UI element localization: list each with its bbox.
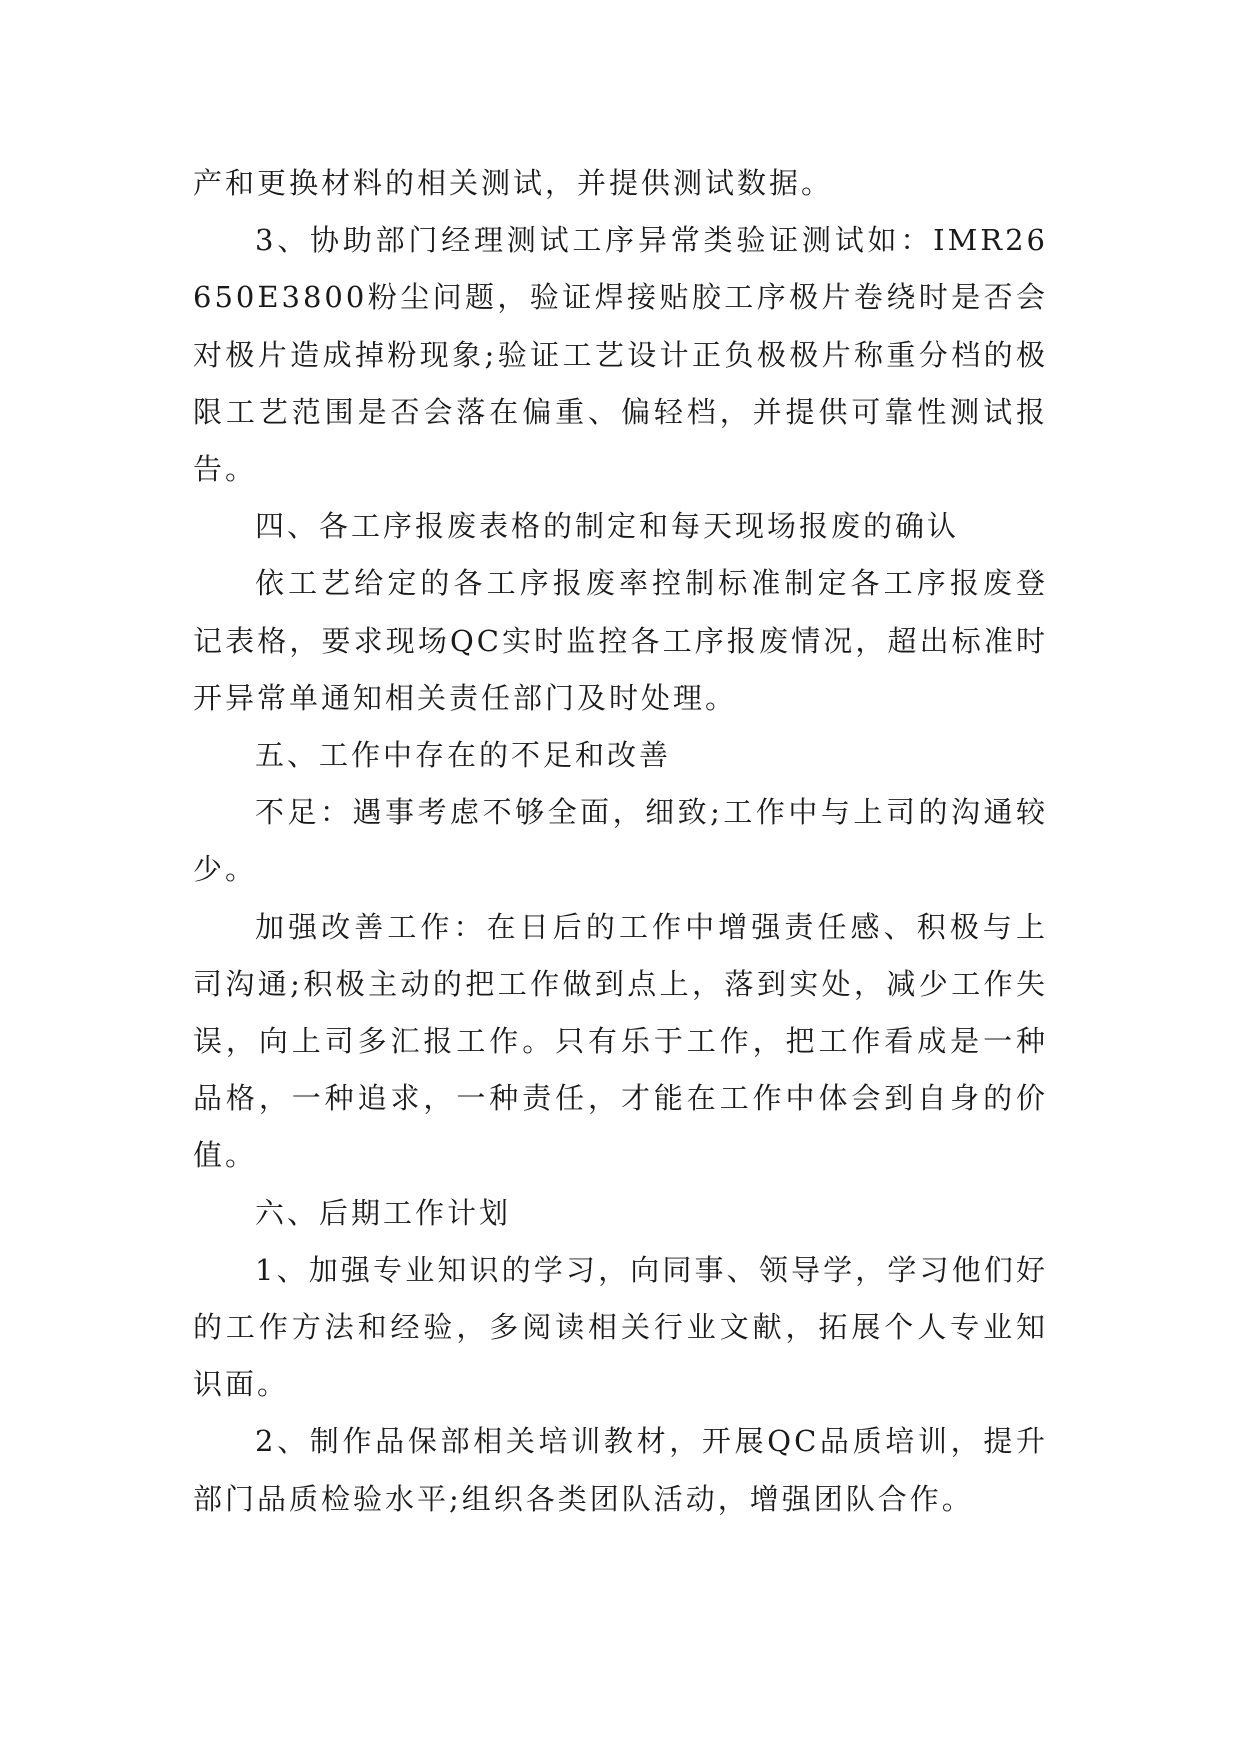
section-heading-6: 六、后期工作计划 xyxy=(255,1195,512,1230)
paragraph-scrap-forms: 依工艺给定的各工序报废率控制标准制定各工序报废登记表格，要求现场QC实时监控各工序报废情况，超出标准时开异常单通知相关责任部门及时处理。 xyxy=(193,566,1048,715)
paragraph-shortcomings: 不足：遇事考虑不够全面，细致;工作中与上司的沟通较少。 xyxy=(193,795,1048,887)
section-heading-5: 五、工作中存在的不足和改善 xyxy=(255,738,672,773)
document-body xyxy=(193,155,1048,1528)
paragraph-item-3: 3、协助部门经理测试工序异常类验证测试如：IMR26650E3800粉尘问题，验证焊接贴胶工序极片卷绕时是否会对极片造成掉粉现象;验证工艺设计正负极极片称重分档的极限工艺范围是否会落在偏重、偏轻档，并提供可靠性测试报告。 xyxy=(193,223,1048,487)
plan-item-2: 2、制作品保部相关培训教材，开展QC品质培训，提升部门品质检验水平;组织各类团队活动，增强团队合作。 xyxy=(193,1424,1048,1516)
paragraph-continuation: 产和更换材料的相关测试，并提供测试数据。 xyxy=(193,166,834,200)
plan-item-1: 1、加强专业知识的学习，向同事、领导学，学习他们好的工作方法和经验，多阅读相关行业文献，拓展个人专业知识面。 xyxy=(193,1252,1048,1402)
section-heading-4: 四、各工序报废表格的制定和每天现场报废的确认 xyxy=(255,509,960,544)
paragraph-improvements: 加强改善工作：在日后的工作中增强责任感、积极与上司沟通;积极主动的把工作做到点上，落到实处，减少工作失误，向上司多汇报工作。只有乐于工作，把工作看成是一种品格，一种追求，一种责任，才能在工作中体会到自身的价值。 xyxy=(193,909,1048,1173)
